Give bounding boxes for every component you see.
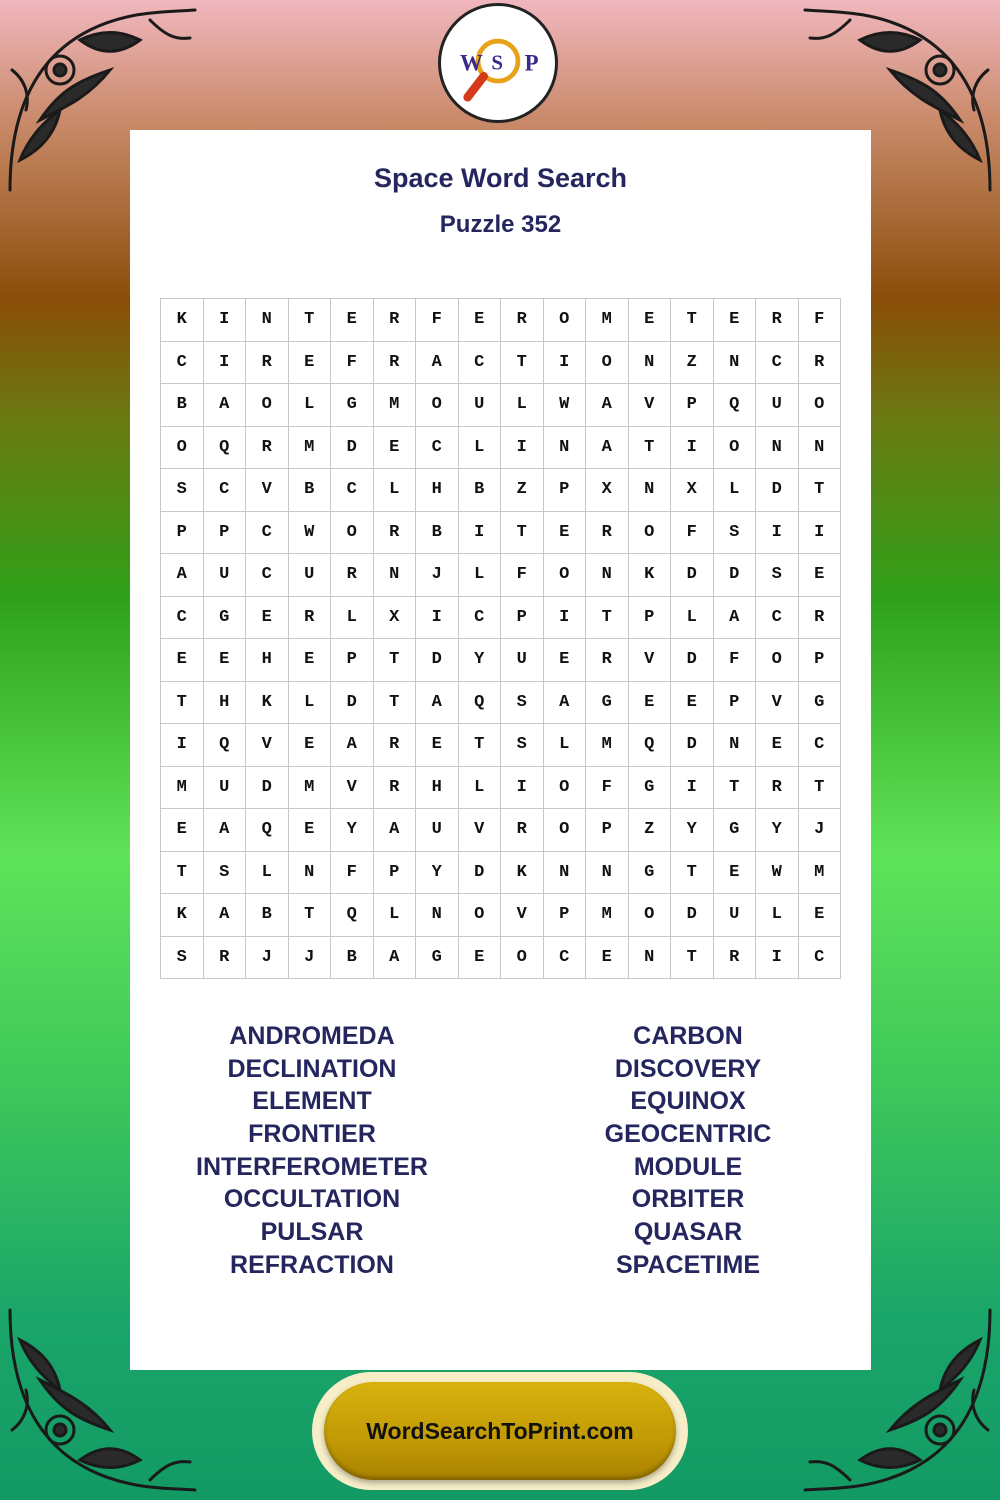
grid-cell[interactable]: I bbox=[544, 342, 587, 385]
grid-cell[interactable]: J bbox=[289, 937, 332, 980]
grid-cell[interactable]: E bbox=[756, 724, 799, 767]
grid-cell[interactable]: A bbox=[586, 427, 629, 470]
word-item: FRONTIER bbox=[248, 1120, 376, 1149]
grid-cell[interactable]: E bbox=[289, 639, 332, 682]
grid-cell[interactable]: G bbox=[629, 767, 672, 810]
grid-cell[interactable]: A bbox=[374, 937, 417, 980]
grid-cell[interactable]: Q bbox=[331, 894, 374, 937]
page-title: Space Word Search bbox=[373, 163, 628, 193]
grid-cell[interactable]: B bbox=[246, 894, 289, 937]
grid-cell[interactable]: E bbox=[161, 809, 204, 852]
grid-cell[interactable]: A bbox=[586, 384, 629, 427]
grid-cell[interactable]: O bbox=[161, 427, 204, 470]
grid-cell[interactable]: L bbox=[289, 384, 332, 427]
grid-cell[interactable]: R bbox=[586, 512, 629, 555]
grid-cell[interactable]: Q bbox=[204, 724, 247, 767]
grid-cell[interactable]: M bbox=[161, 767, 204, 810]
grid-cell[interactable]: G bbox=[586, 682, 629, 725]
grid-cell[interactable]: R bbox=[289, 597, 332, 640]
word-item: EQUINOX bbox=[630, 1087, 746, 1116]
site-url: WordSearchToPrint.com bbox=[366, 1417, 634, 1444]
grid-cell[interactable]: E bbox=[799, 554, 842, 597]
grid-cell[interactable]: K bbox=[501, 852, 544, 895]
grid-cell[interactable]: N bbox=[374, 554, 417, 597]
grid-cell[interactable]: O bbox=[459, 894, 502, 937]
grid-cell[interactable]: D bbox=[671, 639, 714, 682]
grid-cell[interactable]: L bbox=[374, 894, 417, 937]
grid-cell[interactable]: C bbox=[161, 342, 204, 385]
grid-cell[interactable]: W bbox=[756, 852, 799, 895]
grid-cell[interactable]: S bbox=[161, 469, 204, 512]
grid-cell[interactable]: P bbox=[374, 852, 417, 895]
grid-cell[interactable]: C bbox=[416, 427, 459, 470]
grid-cell[interactable]: M bbox=[586, 299, 629, 342]
grid-cell[interactable]: F bbox=[501, 554, 544, 597]
grid-cell[interactable]: A bbox=[416, 342, 459, 385]
grid-cell[interactable]: C bbox=[756, 597, 799, 640]
grid-cell[interactable]: S bbox=[501, 724, 544, 767]
grid-cell[interactable]: G bbox=[331, 384, 374, 427]
grid-cell[interactable]: P bbox=[331, 639, 374, 682]
grid-cell[interactable]: U bbox=[459, 384, 502, 427]
grid-cell[interactable]: Q bbox=[204, 427, 247, 470]
grid-cell[interactable]: D bbox=[331, 427, 374, 470]
grid-cell[interactable]: R bbox=[799, 342, 842, 385]
grid-cell[interactable]: F bbox=[416, 299, 459, 342]
logo-letter-w: W bbox=[460, 50, 483, 76]
grid-cell[interactable]: K bbox=[161, 894, 204, 937]
grid-cell[interactable]: Y bbox=[459, 639, 502, 682]
grid-cell[interactable]: L bbox=[544, 724, 587, 767]
grid-cell[interactable]: T bbox=[501, 342, 544, 385]
grid-cell[interactable]: J bbox=[416, 554, 459, 597]
grid-cell[interactable]: P bbox=[799, 639, 842, 682]
grid-cell[interactable]: E bbox=[331, 299, 374, 342]
grid-cell[interactable]: T bbox=[459, 724, 502, 767]
grid-cell[interactable]: F bbox=[586, 767, 629, 810]
grid-cell[interactable]: I bbox=[671, 767, 714, 810]
grid-cell[interactable]: E bbox=[799, 894, 842, 937]
grid-cell[interactable]: R bbox=[501, 809, 544, 852]
grid-cell[interactable]: R bbox=[246, 427, 289, 470]
grid-cell[interactable]: F bbox=[331, 852, 374, 895]
grid-cell[interactable]: N bbox=[756, 427, 799, 470]
grid-cell[interactable]: R bbox=[246, 342, 289, 385]
grid-cell[interactable]: E bbox=[629, 299, 672, 342]
grid-cell[interactable]: T bbox=[629, 427, 672, 470]
grid-cell[interactable]: E bbox=[161, 639, 204, 682]
grid-cell[interactable]: S bbox=[161, 937, 204, 980]
grid-cell[interactable]: Z bbox=[629, 809, 672, 852]
grid-cell[interactable]: U bbox=[501, 639, 544, 682]
grid-cell[interactable]: O bbox=[799, 384, 842, 427]
grid-cell[interactable]: A bbox=[204, 894, 247, 937]
grid-cell[interactable]: F bbox=[331, 342, 374, 385]
grid-cell[interactable]: T bbox=[501, 512, 544, 555]
grid-cell[interactable]: A bbox=[204, 384, 247, 427]
grid-cell[interactable]: B bbox=[416, 512, 459, 555]
word-item: DECLINATION bbox=[227, 1054, 397, 1083]
word-item: REFRACTION bbox=[230, 1250, 394, 1279]
grid-cell[interactable]: U bbox=[416, 809, 459, 852]
grid-cell[interactable]: Q bbox=[629, 724, 672, 767]
grid-cell[interactable]: G bbox=[714, 809, 757, 852]
grid-cell[interactable]: Y bbox=[671, 809, 714, 852]
grid-cell[interactable]: N bbox=[586, 554, 629, 597]
grid-cell[interactable]: L bbox=[714, 469, 757, 512]
grid-cell[interactable]: R bbox=[374, 299, 417, 342]
grid-cell[interactable]: N bbox=[544, 427, 587, 470]
grid-cell[interactable]: T bbox=[671, 852, 714, 895]
grid-cell[interactable]: K bbox=[629, 554, 672, 597]
grid-cell[interactable]: R bbox=[756, 767, 799, 810]
word-item: CARBON bbox=[633, 1022, 743, 1050]
grid-cell[interactable]: B bbox=[289, 469, 332, 512]
word-item: OCCULTATION bbox=[223, 1185, 401, 1214]
grid-cell[interactable]: I bbox=[161, 724, 204, 767]
grid-cell[interactable]: L bbox=[374, 469, 417, 512]
grid-cell[interactable]: C bbox=[544, 937, 587, 980]
grid-cell[interactable]: T bbox=[374, 682, 417, 725]
grid-cell[interactable]: N bbox=[586, 852, 629, 895]
grid-cell[interactable]: C bbox=[246, 554, 289, 597]
grid-cell[interactable]: A bbox=[204, 809, 247, 852]
word-item: SPACETIME bbox=[616, 1250, 760, 1279]
grid-cell[interactable]: A bbox=[544, 682, 587, 725]
grid-cell[interactable]: E bbox=[714, 299, 757, 342]
grid-cell[interactable]: L bbox=[671, 597, 714, 640]
grid-cell[interactable]: B bbox=[161, 384, 204, 427]
grid-cell[interactable]: C bbox=[459, 342, 502, 385]
grid-cell[interactable]: O bbox=[544, 299, 587, 342]
grid-cell[interactable]: V bbox=[756, 682, 799, 725]
grid-cell[interactable]: C bbox=[756, 342, 799, 385]
grid-cell[interactable]: L bbox=[756, 894, 799, 937]
grid-cell[interactable]: D bbox=[756, 469, 799, 512]
grid-cell[interactable]: M bbox=[289, 427, 332, 470]
grid-cell[interactable]: V bbox=[459, 809, 502, 852]
grid-cell[interactable]: U bbox=[714, 894, 757, 937]
grid-cell[interactable]: I bbox=[204, 299, 247, 342]
grid-cell[interactable]: S bbox=[714, 512, 757, 555]
grid-cell[interactable]: I bbox=[544, 597, 587, 640]
grid-cell[interactable]: V bbox=[246, 724, 289, 767]
grid-cell[interactable]: O bbox=[586, 342, 629, 385]
grid-cell[interactable]: R bbox=[374, 512, 417, 555]
grid-cell[interactable]: D bbox=[671, 894, 714, 937]
grid-cell[interactable]: F bbox=[799, 299, 842, 342]
grid-cell[interactable]: K bbox=[246, 682, 289, 725]
grid-cell[interactable]: D bbox=[416, 639, 459, 682]
grid-cell[interactable]: T bbox=[161, 682, 204, 725]
grid-cell[interactable]: B bbox=[331, 937, 374, 980]
grid-cell[interactable]: G bbox=[416, 937, 459, 980]
grid-cell[interactable]: J bbox=[799, 809, 842, 852]
grid-cell[interactable]: Y bbox=[756, 809, 799, 852]
grid-cell[interactable]: P bbox=[629, 597, 672, 640]
grid-cell[interactable]: N bbox=[416, 894, 459, 937]
grid-cell[interactable]: A bbox=[331, 724, 374, 767]
grid-cell[interactable]: I bbox=[756, 512, 799, 555]
grid-cell[interactable]: X bbox=[374, 597, 417, 640]
site-banner[interactable] bbox=[312, 1372, 688, 1490]
grid-cell[interactable]: L bbox=[246, 852, 289, 895]
grid-cell[interactable]: U bbox=[289, 554, 332, 597]
grid-cell[interactable]: R bbox=[756, 299, 799, 342]
grid-cell[interactable]: I bbox=[459, 512, 502, 555]
grid-cell[interactable]: V bbox=[501, 894, 544, 937]
grid-cell[interactable]: O bbox=[544, 767, 587, 810]
grid-cell[interactable]: C bbox=[161, 597, 204, 640]
grid-cell[interactable]: T bbox=[671, 299, 714, 342]
grid-cell[interactable]: O bbox=[629, 512, 672, 555]
grid-cell[interactable]: A bbox=[374, 809, 417, 852]
puzzle-card bbox=[130, 130, 871, 1370]
word-list-left bbox=[132, 1020, 492, 1282]
grid-cell[interactable]: S bbox=[501, 682, 544, 725]
grid-cell[interactable]: N bbox=[289, 852, 332, 895]
grid-cell[interactable]: E bbox=[671, 682, 714, 725]
grid-cell[interactable]: G bbox=[629, 852, 672, 895]
grid-cell[interactable]: C bbox=[331, 469, 374, 512]
grid-cell[interactable]: C bbox=[204, 469, 247, 512]
word-item: MODULE bbox=[633, 1152, 743, 1181]
grid-cell[interactable]: U bbox=[204, 767, 247, 810]
grid-cell[interactable]: R bbox=[374, 724, 417, 767]
grid-cell[interactable]: P bbox=[671, 384, 714, 427]
grid-cell[interactable]: D bbox=[246, 767, 289, 810]
grid-cell[interactable]: H bbox=[246, 639, 289, 682]
grid-cell[interactable]: H bbox=[416, 767, 459, 810]
grid-cell[interactable]: O bbox=[246, 384, 289, 427]
grid-cell[interactable]: P bbox=[544, 894, 587, 937]
grid-cell[interactable]: I bbox=[501, 767, 544, 810]
grid-cell[interactable]: H bbox=[204, 682, 247, 725]
grid-cell[interactable]: L bbox=[501, 384, 544, 427]
grid-cell[interactable]: I bbox=[204, 342, 247, 385]
grid-cell[interactable]: E bbox=[204, 639, 247, 682]
grid-cell[interactable]: D bbox=[671, 724, 714, 767]
word-list-right bbox=[508, 1020, 868, 1282]
grid-cell[interactable]: C bbox=[799, 724, 842, 767]
grid-cell[interactable]: I bbox=[501, 427, 544, 470]
grid-cell[interactable]: C bbox=[459, 597, 502, 640]
grid-cell[interactable]: M bbox=[289, 767, 332, 810]
grid-cell[interactable]: N bbox=[629, 937, 672, 980]
grid-cell[interactable]: G bbox=[799, 682, 842, 725]
grid-cell[interactable]: E bbox=[289, 342, 332, 385]
grid-cell[interactable]: M bbox=[799, 852, 842, 895]
grid-cell[interactable]: T bbox=[714, 767, 757, 810]
grid-cell[interactable]: P bbox=[161, 512, 204, 555]
grid-cell[interactable]: R bbox=[204, 937, 247, 980]
grid-cell[interactable]: E bbox=[459, 299, 502, 342]
grid-cell[interactable]: D bbox=[671, 554, 714, 597]
site-logo[interactable] bbox=[438, 3, 558, 123]
puzzle-number: Puzzle 352 bbox=[439, 211, 562, 238]
word-item: QUASAR bbox=[633, 1218, 743, 1247]
grid-cell[interactable]: R bbox=[586, 639, 629, 682]
grid-cell[interactable]: T bbox=[374, 639, 417, 682]
grid-cell[interactable]: N bbox=[544, 852, 587, 895]
letter-grid bbox=[160, 298, 841, 979]
grid-cell[interactable]: E bbox=[246, 597, 289, 640]
grid-cell[interactable]: Q bbox=[246, 809, 289, 852]
grid-cell[interactable]: P bbox=[714, 682, 757, 725]
grid-cell[interactable]: P bbox=[204, 512, 247, 555]
grid-cell[interactable]: E bbox=[416, 724, 459, 767]
site-banner-button[interactable] bbox=[324, 1382, 676, 1480]
word-item: INTERFEROMETER bbox=[196, 1152, 428, 1181]
grid-cell[interactable]: B bbox=[459, 469, 502, 512]
grid-cell[interactable]: R bbox=[331, 554, 374, 597]
grid-cell[interactable]: Z bbox=[671, 342, 714, 385]
grid-cell[interactable]: T bbox=[289, 299, 332, 342]
grid-cell[interactable]: E bbox=[459, 937, 502, 980]
grid-cell[interactable]: R bbox=[501, 299, 544, 342]
grid-cell[interactable]: O bbox=[714, 427, 757, 470]
logo-letter-p: P bbox=[524, 50, 539, 76]
grid-cell[interactable]: T bbox=[586, 597, 629, 640]
grid-cell[interactable]: R bbox=[714, 937, 757, 980]
grid-cell[interactable]: D bbox=[459, 852, 502, 895]
grid-cell[interactable]: A bbox=[714, 597, 757, 640]
grid-cell[interactable]: C bbox=[799, 937, 842, 980]
grid-cell[interactable]: A bbox=[161, 554, 204, 597]
grid-cell[interactable]: O bbox=[501, 937, 544, 980]
grid-cell[interactable]: O bbox=[629, 894, 672, 937]
grid-cell[interactable]: N bbox=[714, 342, 757, 385]
grid-cell[interactable]: Q bbox=[714, 384, 757, 427]
grid-cell[interactable]: V bbox=[331, 767, 374, 810]
grid-cell[interactable]: P bbox=[501, 597, 544, 640]
grid-cell[interactable]: E bbox=[544, 512, 587, 555]
grid-cell[interactable]: O bbox=[544, 809, 587, 852]
grid-cell[interactable]: L bbox=[459, 554, 502, 597]
grid-cell[interactable]: I bbox=[756, 937, 799, 980]
word-item: ORBITER bbox=[631, 1185, 745, 1214]
grid-cell[interactable]: E bbox=[374, 427, 417, 470]
grid-cell[interactable]: X bbox=[586, 469, 629, 512]
grid-cell[interactable]: I bbox=[416, 597, 459, 640]
grid-cell[interactable]: U bbox=[756, 384, 799, 427]
word-item: ANDROMEDA bbox=[229, 1022, 395, 1050]
word-item: GEOCENTRIC bbox=[604, 1120, 772, 1149]
grid-cell[interactable]: Q bbox=[459, 682, 502, 725]
grid-cell[interactable]: T bbox=[289, 894, 332, 937]
grid-cell[interactable]: H bbox=[416, 469, 459, 512]
grid-cell[interactable]: R bbox=[374, 342, 417, 385]
grid-cell[interactable]: D bbox=[331, 682, 374, 725]
grid-cell[interactable]: Y bbox=[416, 852, 459, 895]
grid-cell[interactable]: T bbox=[799, 767, 842, 810]
grid-cell[interactable]: L bbox=[289, 682, 332, 725]
grid-cell[interactable]: M bbox=[586, 724, 629, 767]
grid-cell[interactable]: E bbox=[289, 724, 332, 767]
grid-cell[interactable]: N bbox=[799, 427, 842, 470]
grid-cell[interactable]: S bbox=[204, 852, 247, 895]
word-item: ELEMENT bbox=[252, 1087, 372, 1116]
grid-cell[interactable]: W bbox=[289, 512, 332, 555]
grid-cell[interactable]: O bbox=[756, 639, 799, 682]
grid-cell[interactable]: O bbox=[544, 554, 587, 597]
grid-cell[interactable]: E bbox=[714, 852, 757, 895]
magnifier-icon bbox=[441, 6, 555, 120]
grid-cell[interactable]: E bbox=[586, 937, 629, 980]
grid-cell[interactable]: L bbox=[459, 767, 502, 810]
grid-cell[interactable]: F bbox=[671, 512, 714, 555]
grid-cell[interactable]: M bbox=[586, 894, 629, 937]
grid-cell[interactable]: E bbox=[289, 809, 332, 852]
grid-cell[interactable]: J bbox=[246, 937, 289, 980]
grid-cell[interactable]: M bbox=[374, 384, 417, 427]
word-item: PULSAR bbox=[260, 1218, 364, 1247]
grid-cell[interactable]: V bbox=[246, 469, 289, 512]
grid-cell[interactable]: N bbox=[246, 299, 289, 342]
grid-cell[interactable]: T bbox=[671, 937, 714, 980]
grid-cell[interactable]: T bbox=[161, 852, 204, 895]
grid-cell[interactable]: I bbox=[799, 512, 842, 555]
grid-cell[interactable]: Z bbox=[501, 469, 544, 512]
grid-cell[interactable]: V bbox=[629, 384, 672, 427]
grid-cell[interactable]: R bbox=[374, 767, 417, 810]
grid-cell[interactable]: D bbox=[714, 554, 757, 597]
grid-cell[interactable]: O bbox=[416, 384, 459, 427]
grid-cell[interactable]: P bbox=[544, 469, 587, 512]
grid-cell[interactable]: Y bbox=[331, 809, 374, 852]
grid-cell[interactable]: K bbox=[161, 299, 204, 342]
grid-cell[interactable]: E bbox=[629, 682, 672, 725]
grid-cell[interactable]: N bbox=[629, 342, 672, 385]
grid-cell[interactable]: L bbox=[459, 427, 502, 470]
grid-cell[interactable]: T bbox=[799, 469, 842, 512]
grid-cell[interactable]: E bbox=[544, 639, 587, 682]
grid-cell[interactable]: A bbox=[416, 682, 459, 725]
grid-cell[interactable]: P bbox=[586, 809, 629, 852]
grid-cell[interactable]: V bbox=[629, 639, 672, 682]
grid-cell[interactable]: W bbox=[544, 384, 587, 427]
grid-cell[interactable]: S bbox=[756, 554, 799, 597]
word-item: DISCOVERY bbox=[614, 1054, 762, 1083]
grid-cell[interactable]: U bbox=[204, 554, 247, 597]
grid-cell[interactable]: O bbox=[331, 512, 374, 555]
grid-cell[interactable]: G bbox=[204, 597, 247, 640]
grid-cell[interactable]: F bbox=[714, 639, 757, 682]
grid-cell[interactable]: N bbox=[714, 724, 757, 767]
grid-cell[interactable]: I bbox=[671, 427, 714, 470]
grid-cell[interactable]: R bbox=[799, 597, 842, 640]
grid-cell[interactable]: N bbox=[629, 469, 672, 512]
logo-letter-s: S bbox=[491, 50, 503, 75]
grid-cell[interactable]: L bbox=[331, 597, 374, 640]
grid-cell[interactable]: X bbox=[671, 469, 714, 512]
grid-cell[interactable]: C bbox=[246, 512, 289, 555]
